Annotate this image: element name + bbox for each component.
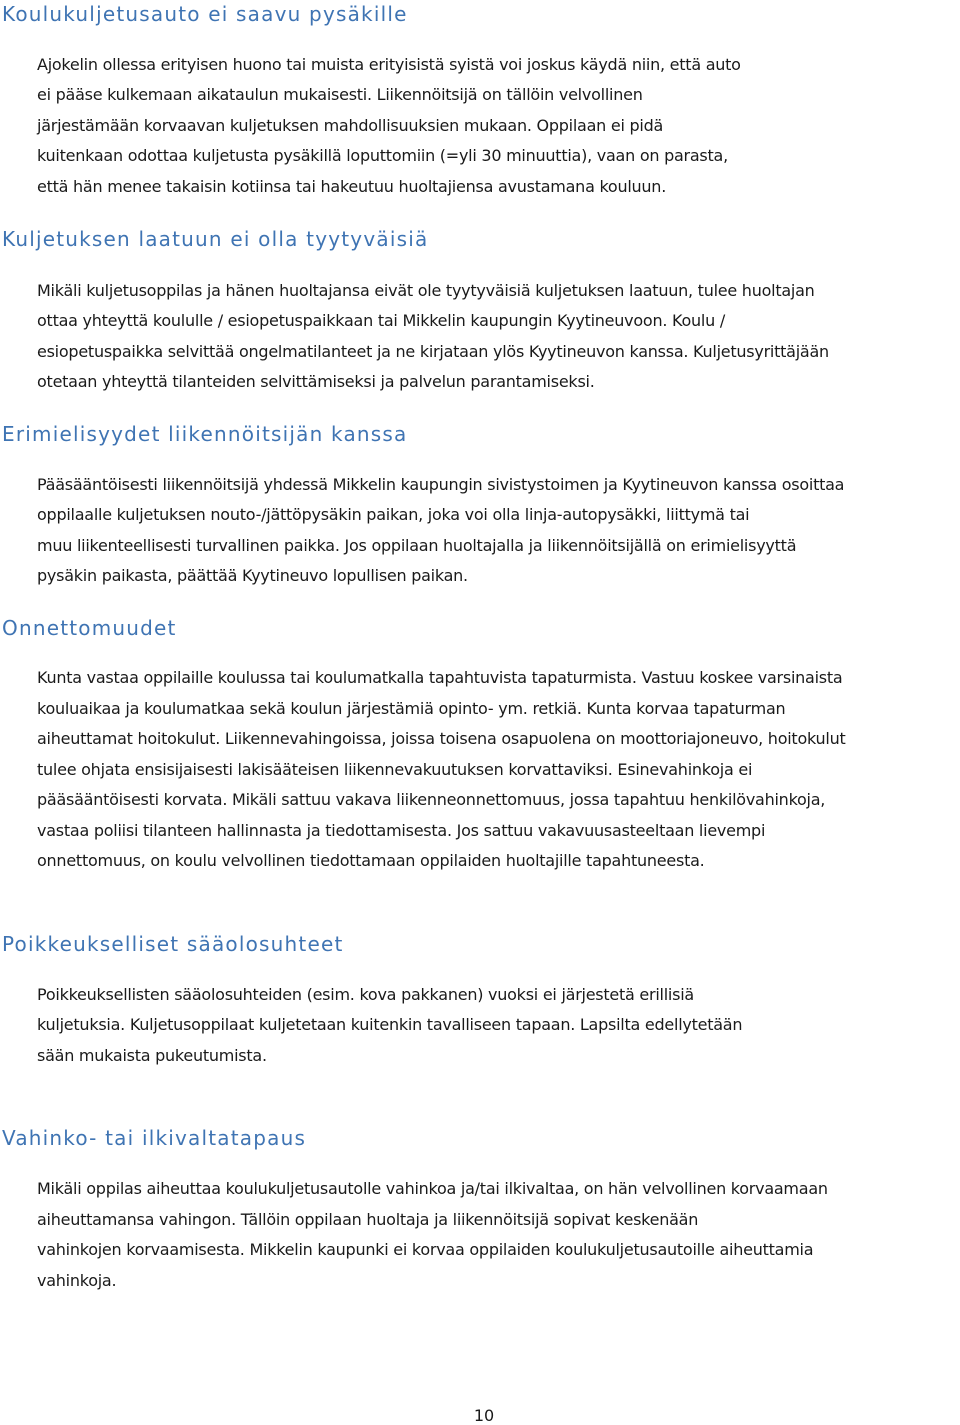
section-heading: Onnettomuudet [2, 616, 177, 640]
paragraph-line: Mikäli kuljetusoppilas ja hänen huoltajansa eivät ole tyytyväisiä kuljetuksen laatuun, tulee huoltajan [37, 281, 815, 300]
paragraph-line: että hän menee takaisin kotiinsa tai hakeutuu huoltajiensa avustamana kouluun. [37, 177, 667, 196]
paragraph-line: pysäkin paikasta, päättää Kyytineuvo lopullisen paikan. [37, 566, 468, 585]
paragraph-line: Pääsääntöisesti liikennöitsijä yhdessä Mikkelin kaupungin sivistystoimen ja Kyytineuvon kanssa osoittaa [37, 475, 845, 494]
paragraph-line: vastaa poliisi tilanteen hallinnasta ja tiedottamisesta. Jos sattuu vakavuusasteeltaan lievempi [37, 821, 766, 840]
paragraph-line: sään mukaista pukeutumista. [37, 1046, 267, 1065]
paragraph-line: oppilaalle kuljetuksen nouto-/jättöpysäkin paikan, joka voi olla linja-autopysäkki, liittymä tai [37, 505, 750, 524]
paragraph-line: kuljetuksia. Kuljetusoppilaat kuljetetaan kuitenkin tavalliseen tapaan. Lapsilta edellytetään [37, 1015, 743, 1034]
section-heading: Koulukuljetusauto ei saavu pysäkille [2, 2, 408, 26]
paragraph-line: ei pääse kulkemaan aikataulun mukaisesti. Liikennöitsijä on tällöin velvollinen [37, 85, 643, 104]
paragraph-line: esiopetuspaikka selvittää ongelmatilanteet ja ne kirjataan ylös Kyytineuvon kanssa. Kuljetusyrittäjään [37, 342, 829, 361]
page-number: 10 [473, 1406, 495, 1425]
paragraph-line: järjestämään korvaavan kuljetuksen mahdollisuuksien mukaan. Oppilaan ei pidä [37, 116, 664, 135]
paragraph-line: vahinkojen korvaamisesta. Mikkelin kaupunki ei korvaa oppilaiden koulukuljetusautoille aiheuttamia [37, 1240, 814, 1259]
paragraph-line: kuitenkaan odottaa kuljetusta pysäkillä loputtomiin (=yli 30 minuuttia), vaan on parasta, [37, 146, 728, 165]
paragraph-line: vahinkoja. [37, 1271, 117, 1290]
paragraph-line: kouluaikaa ja koulumatkaa sekä koulun järjestämiä opinto- ym. retkiä. Kunta korvaa tapaturman [37, 699, 786, 718]
paragraph-line: ottaa yhteyttä koululle / esiopetuspaikkaan tai Mikkelin kaupungin Kyytineuvoon. Koulu / [37, 311, 725, 330]
paragraph-line: pääsääntöisesti korvata. Mikäli sattuu vakava liikenneonnettomuus, jossa tapahtuu henkilövahinkoja, [37, 790, 826, 809]
paragraph-line: Kunta vastaa oppilaille koulussa tai koulumatkalla tapahtuvista tapaturmista. Vastuu koskee varsinaista [37, 668, 843, 687]
paragraph-line: aiheuttamat hoitokulut. Liikennevahingoissa, joissa toisena osapuolena on moottoriajoneuvo, hoitokulut [37, 729, 846, 748]
paragraph-line: tulee ohjata ensisijaisesti lakisääteisen liikennevakuutuksen korvattaviksi. Esinevahinkoja ei [37, 760, 753, 779]
paragraph-line: otetaan yhteyttä tilanteiden selvittämiseksi ja palvelun parantamiseksi. [37, 372, 595, 391]
paragraph-line: Mikäli oppilas aiheuttaa koulukuljetusautolle vahinkoa ja/tai ilkivaltaa, on hän velvollinen korvaamaan [37, 1179, 828, 1198]
paragraph-line: muu liikenteellisesti turvallinen paikka. Jos oppilaan huoltajalla ja liikennöitsijällä on erimielisyyttä [37, 536, 797, 555]
section-heading: Kuljetuksen laatuun ei olla tyytyväisiä [2, 227, 429, 251]
paragraph-line: Ajokelin ollessa erityisen huono tai muista erityisistä syistä voi joskus käydä niin, että auto [37, 55, 741, 74]
paragraph-line: Poikkeuksellisten sääolosuhteiden (esim. kova pakkanen) vuoksi ei järjestetä erillisiä [37, 985, 694, 1004]
section-heading: Vahinko- tai ilkivaltatapaus [2, 1126, 307, 1150]
paragraph-line: onnettomuus, on koulu velvollinen tiedottamaan oppilaiden huoltajille tapahtuneesta. [37, 851, 705, 870]
paragraph-line: aiheuttamansa vahingon. Tällöin oppilaan huoltaja ja liikennöitsijä sopivat keskenään [37, 1210, 699, 1229]
section-heading: Erimielisyydet liikennöitsijän kanssa [2, 422, 408, 446]
section-heading: Poikkeukselliset sääolosuhteet [2, 932, 344, 956]
